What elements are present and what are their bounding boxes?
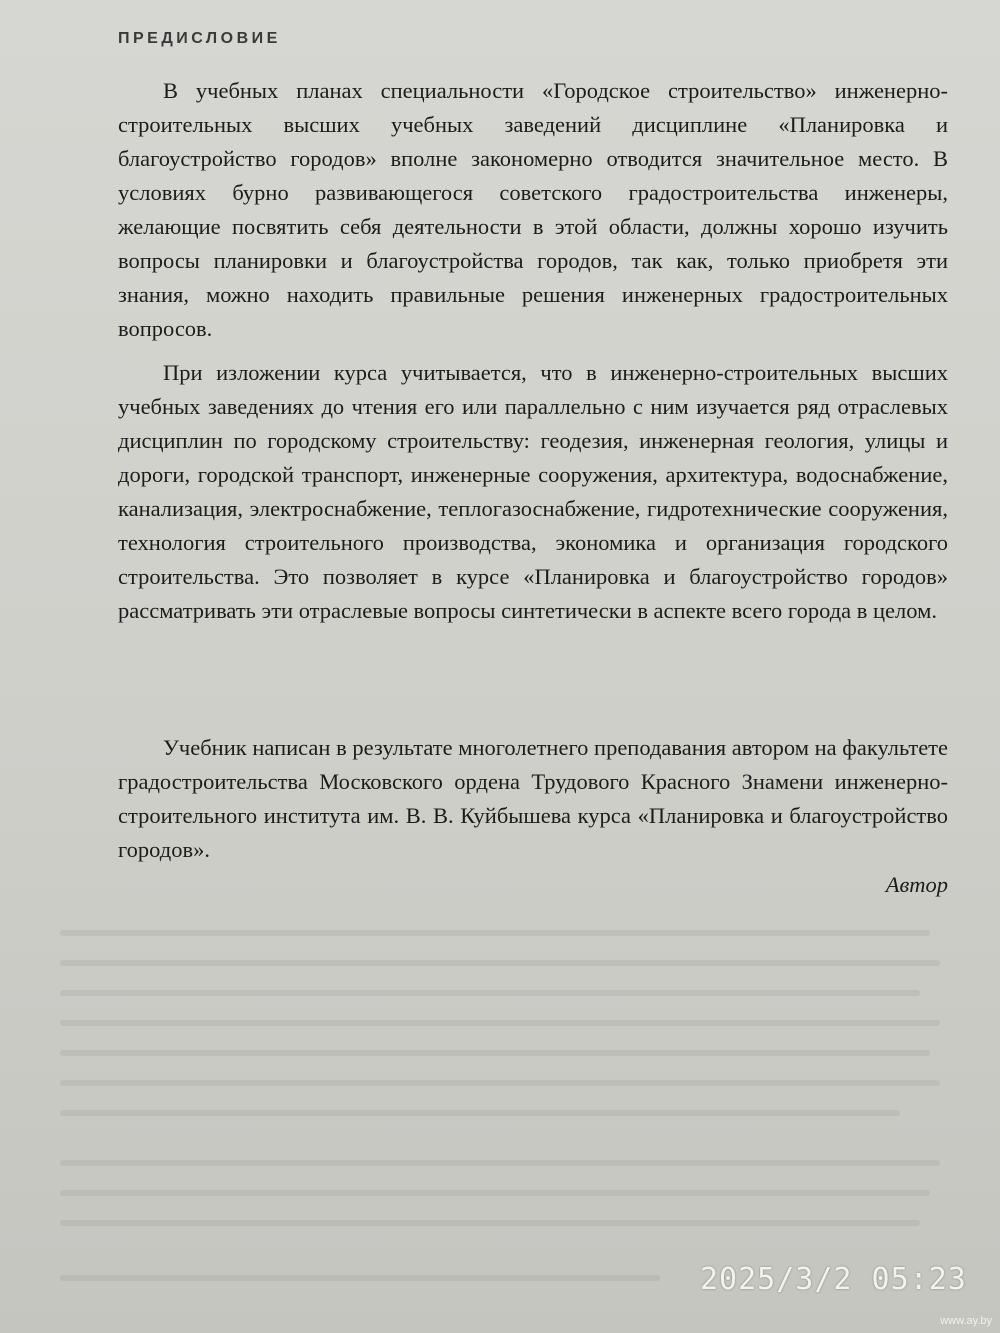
paragraph-2: При изложении курса учитывается, что в инженерно-строительных высших учебных заведениях до чтения его или параллельно с ним изучается ряд отраслевых дисциплин по городскому строительству: геодезия, инженерная геология, улицы и дороги, городской транспорт, инженерные сооружения, архитектура, водоснабжение, канализация, электроснабжение, теплогазоснабжение, гидротехнические сооружения, технология строительного производства, экономика и организация городского строительства. Это позволяет в курсе «Планировка и благоустройство городов» рассматривать эти отраслевые вопросы синтетически в аспекте всего города в целом. <box>118 360 948 623</box>
paragraph-1: В учебных планах специальности «Городское строительство» инженерно-строительных высших учебных заведений дисциплине «Планировка и благоустройство городов» вполне закономерно отводится значительное место. В условиях бурно развивающегося советского градостроительства инженеры, желающие посвятить себя деятельности в этой области, должны хорошо изучить вопросы планировки и благоустройства городов, так как, только приобретя эти знания, можно находить правильные решения инженерных градостроительных вопросов. <box>118 78 948 341</box>
paragraph-3: Учебник написан в результате многолетнего преподавания автором на факультете градостроительства Московского ордена Трудового Красного Знамени инженерно-строительного института им. В. В. Куйбышева курса «Планировка и благоустройство городов». <box>118 735 948 862</box>
author-signature: Автор <box>885 872 948 897</box>
photo-timestamp: 2025/3/2 05:23 <box>700 1262 967 1297</box>
page-heading: ПРЕДИСЛОВИЕ <box>118 30 281 47</box>
site-watermark: www.ay.by <box>940 1315 992 1327</box>
